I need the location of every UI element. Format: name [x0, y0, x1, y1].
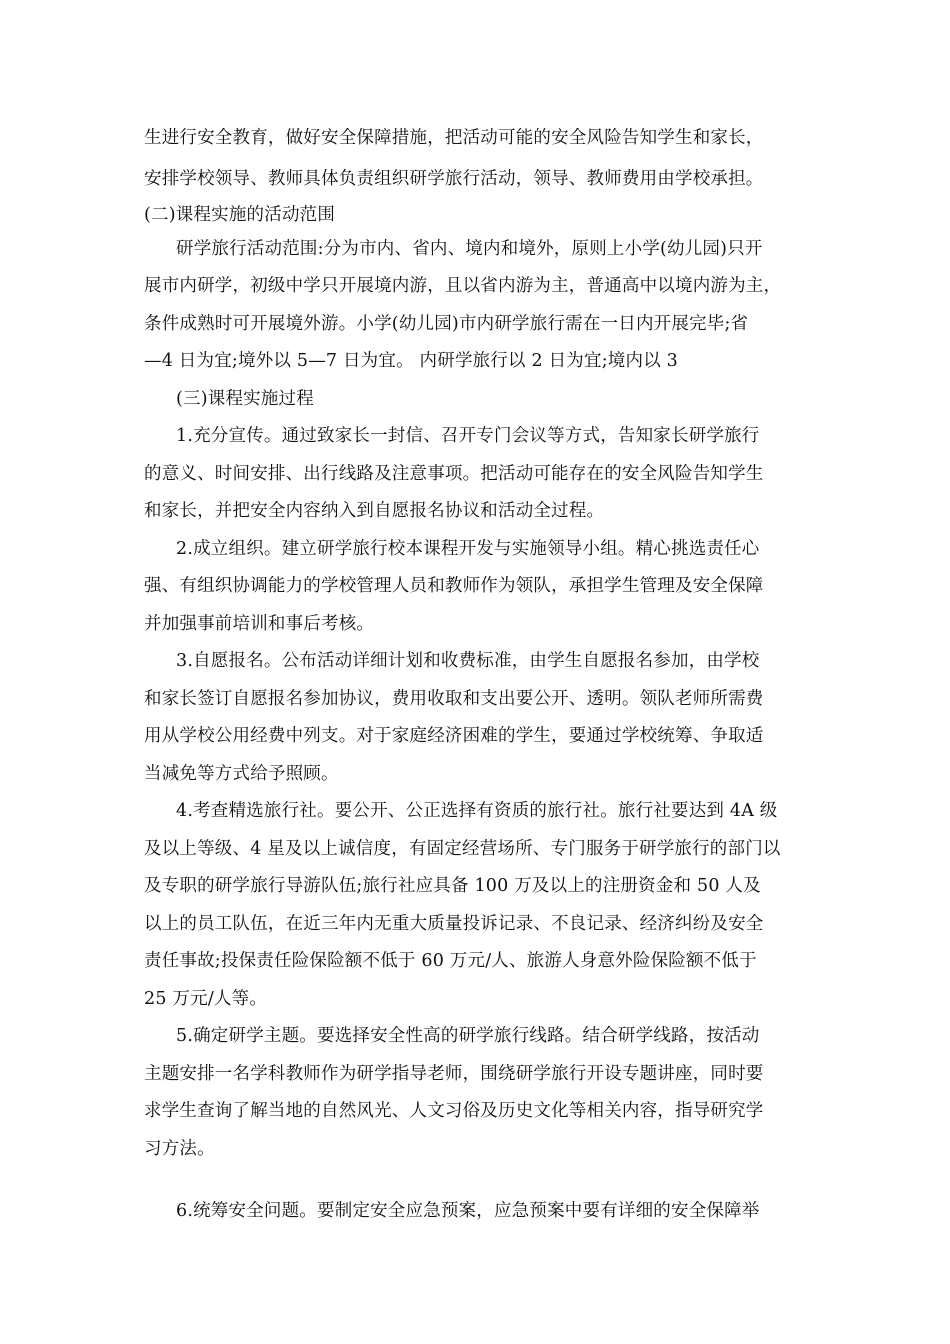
section-heading: (三)课程实施过程: [176, 389, 314, 409]
text-line: 4.考查精选旅行社。要公开、公正选择有资质的旅行社。旅行社要达到 4A 级: [176, 801, 778, 821]
text-line: 生进行安全教育，做好安全保障措施，把活动可能的安全风险告知学生和家长，: [144, 128, 764, 148]
text-line: 及以上等级、4 星及以上诚信度，有固定经营场所、专门服务于研学旅行的部门以: [144, 839, 781, 859]
text-line: 并加强事前培训和事后考核。: [144, 614, 375, 634]
text-line: 当减免等方式给予照顾。: [144, 764, 339, 784]
text-line: 责任事故;投保责任险保险额不低于 60 万元/人、旅游人身意外险保险额不低于: [144, 951, 757, 971]
text-line: 用从学校公用经费中列支。对于家庭经济困难的学生，要通过学校统筹、争取适: [144, 726, 764, 746]
text-line: 25 万元/人等。: [144, 989, 268, 1009]
text-line: 5.确定研学主题。要选择安全性高的研学旅行线路。结合研学线路，按活动: [176, 1026, 760, 1046]
text-line: 安排学校领导、教师具体负责组织研学旅行活动，领导、教师费用由学校承担。: [144, 169, 764, 189]
text-line: 和家长，并把安全内容纳入到自愿报名协议和活动全过程。: [144, 501, 605, 521]
text-line: 3.自愿报名。公布活动详细计划和收费标准，由学生自愿报名参加，由学校: [176, 651, 760, 671]
text-line: 研学旅行活动范围:分为市内、省内、境内和境外，原则上小学(幼儿园)只开: [176, 239, 763, 259]
text-line: 和家长签订自愿报名参加协议，费用收取和支出要公开、透明。领队老师所需费: [144, 689, 764, 709]
text-line: 2.成立组织。建立研学旅行校本课程开发与实施领导小组。精心挑选责任心: [176, 539, 760, 559]
text-line: 及专职的研学旅行导游队伍;旅行社应具备 100 万及以上的注册资金和 50 人及: [144, 876, 761, 896]
text-line: 求学生查询了解当地的自然风光、人文习俗及历史文化等相关内容，指导研究学: [144, 1101, 764, 1121]
text-line: 展市内研学，初级中学只开展境内游，且以省内游为主，普通高中以境内游为主，: [144, 276, 782, 296]
text-line: 1.充分宣传。通过致家长一封信、召开专门会议等方式，告知家长研学旅行: [176, 426, 760, 446]
section-heading: (二)课程实施的活动范围: [144, 205, 336, 225]
text-line: 主题安排一名学科教师作为研学指导老师，围绕研学旅行开设专题讲座，同时要: [144, 1064, 764, 1084]
text-line: 6.统筹安全问题。要制定安全应急预案，应急预案中要有详细的安全保障举: [176, 1201, 760, 1221]
text-line: 以上的员工队伍，在近三年内无重大质量投诉记录、不良记录、经济纠纷及安全: [144, 914, 764, 934]
text-line: 条件成熟时可开展境外游。小学(幼儿园)市内研学旅行需在一日内开展完毕;省: [144, 314, 749, 334]
text-line: —4 日为宜;境外以 5—7 日为宜。 内研学旅行以 2 日为宜;境内以 3: [144, 351, 678, 371]
text-line: 强、有组织协调能力的学校管理人员和教师作为领队，承担学生管理及安全保障: [144, 576, 764, 596]
text-line: 习方法。: [144, 1139, 215, 1159]
text-line: 的意义、时间安排、出行线路及注意事项。把活动可能存在的安全风险告知学生: [144, 464, 764, 484]
